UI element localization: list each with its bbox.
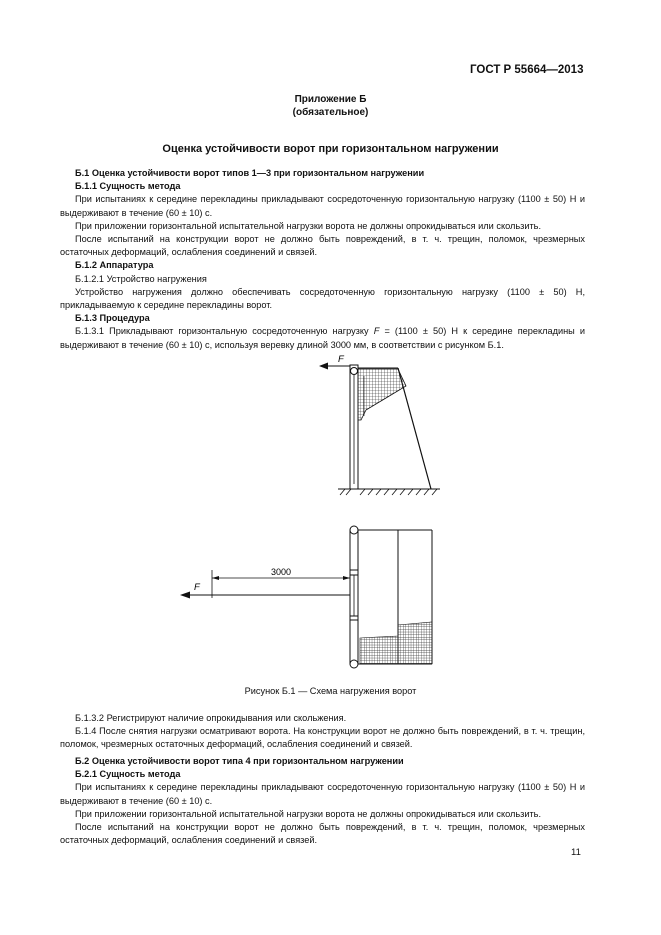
page-number: 11 xyxy=(571,847,581,858)
post-section-bottom xyxy=(350,660,358,668)
paragraph: Б.1.4 После снятия нагрузки осматривают ворота. На конструкции ворот не должно быть повреждений, в т. ч. трещин, поломок, чрезмерных остаточных деформаций, ослабления соединений и связей. xyxy=(60,726,585,750)
paragraph: Б.1.3.2 Регистрируют наличие опрокидывания или скольжения. xyxy=(75,713,347,723)
figure-caption: Рисунок Б.1 — Схема нагружения ворот xyxy=(244,686,417,696)
post-section-top xyxy=(350,526,358,534)
gate-plan-view xyxy=(180,526,432,668)
arrowhead-top xyxy=(319,363,328,370)
section-2-heading: Б.2 Оценка устойчивости ворот типа 4 при горизонтальном нагружении xyxy=(75,756,404,766)
section-1-heading: Б.1 Оценка устойчивости ворот типов 1—3 при горизонтальном нагружении xyxy=(75,168,425,178)
net-mesh xyxy=(358,369,406,420)
section-2 xyxy=(60,755,585,847)
dimension-label: 3000 xyxy=(271,567,292,577)
section-1-1-heading: Б.1.1 Сущность метода xyxy=(75,181,181,192)
net-mesh-plan xyxy=(360,622,432,664)
main-title: Оценка устойчивости ворот при горизонтальном нагружении xyxy=(162,143,499,155)
ground-hatching xyxy=(340,489,437,495)
section-1-2-heading: Б.1.2 Аппаратура xyxy=(75,260,154,271)
force-variable: F xyxy=(373,326,380,337)
paragraph: При испытаниях к середине перекладины прикладывают сосредоточенную горизонтальную нагрузку (1100 ± 50) Н и выдерживают в течение (60 ± 10) с. xyxy=(60,782,585,806)
force-label-bottom: F xyxy=(194,582,200,593)
paragraph-part: Б.1.3.1 Прикладывают горизонтальную сосредоточенную нагрузку xyxy=(75,326,374,337)
paragraph: При приложении горизонтальной испытательной нагрузки ворота не должны опрокидываться или скользить. xyxy=(75,220,542,231)
paragraph: Б.1.2.1 Устройство нагружения xyxy=(75,273,207,284)
paragraph: После испытаний на конструкции ворот не должно быть повреждений, в т. ч. трещин, поломок, чрезмерных остаточных деформаций, ослабления соединений и связей. xyxy=(60,822,585,846)
paragraph: После испытаний на конструкции ворот не должно быть повреждений, в т. ч. трещин, поломок, чрезмерных остаточных деформаций, ослабления соединений и связей. xyxy=(60,234,585,258)
after-figure xyxy=(60,712,585,752)
standard-number: ГОСТ Р 55664—2013 xyxy=(470,64,584,76)
section-1-3-heading: Б.1.3 Процедура xyxy=(75,313,150,324)
paragraph: При приложении горизонтальной испытательной нагрузки ворота не должны опрокидываться или скользить. xyxy=(75,808,542,819)
arrowhead-bottom xyxy=(180,592,190,599)
section-2-1-heading: Б.2.1 Сущность метода xyxy=(75,769,181,780)
force-label-top: F xyxy=(338,354,344,365)
paragraph-part: = (1100 ± 50) Н к середине перекладины и выдерживают в течение (60 ± 10) с, используя веревку длиной 3000 мм, в соответствии с рисунком Б.1. xyxy=(60,326,586,350)
appendix-title: Приложение Б xyxy=(294,94,367,105)
gate-side-view xyxy=(319,363,440,496)
appendix-status: (обязательное) xyxy=(292,107,369,118)
paragraph: При испытаниях к середине перекладины прикладывают сосредоточенную горизонтальную нагрузку (1100 ± 50) Н и выдерживают в течение (60 ± 10) с. xyxy=(60,194,585,218)
crossbar-section xyxy=(351,368,358,375)
paragraph: Устройство нагружения должно обеспечивать сосредоточенную горизонтальную нагрузку (1100 ± 50) Н, прикладываемую к середине перекладины ворот. xyxy=(60,286,585,311)
